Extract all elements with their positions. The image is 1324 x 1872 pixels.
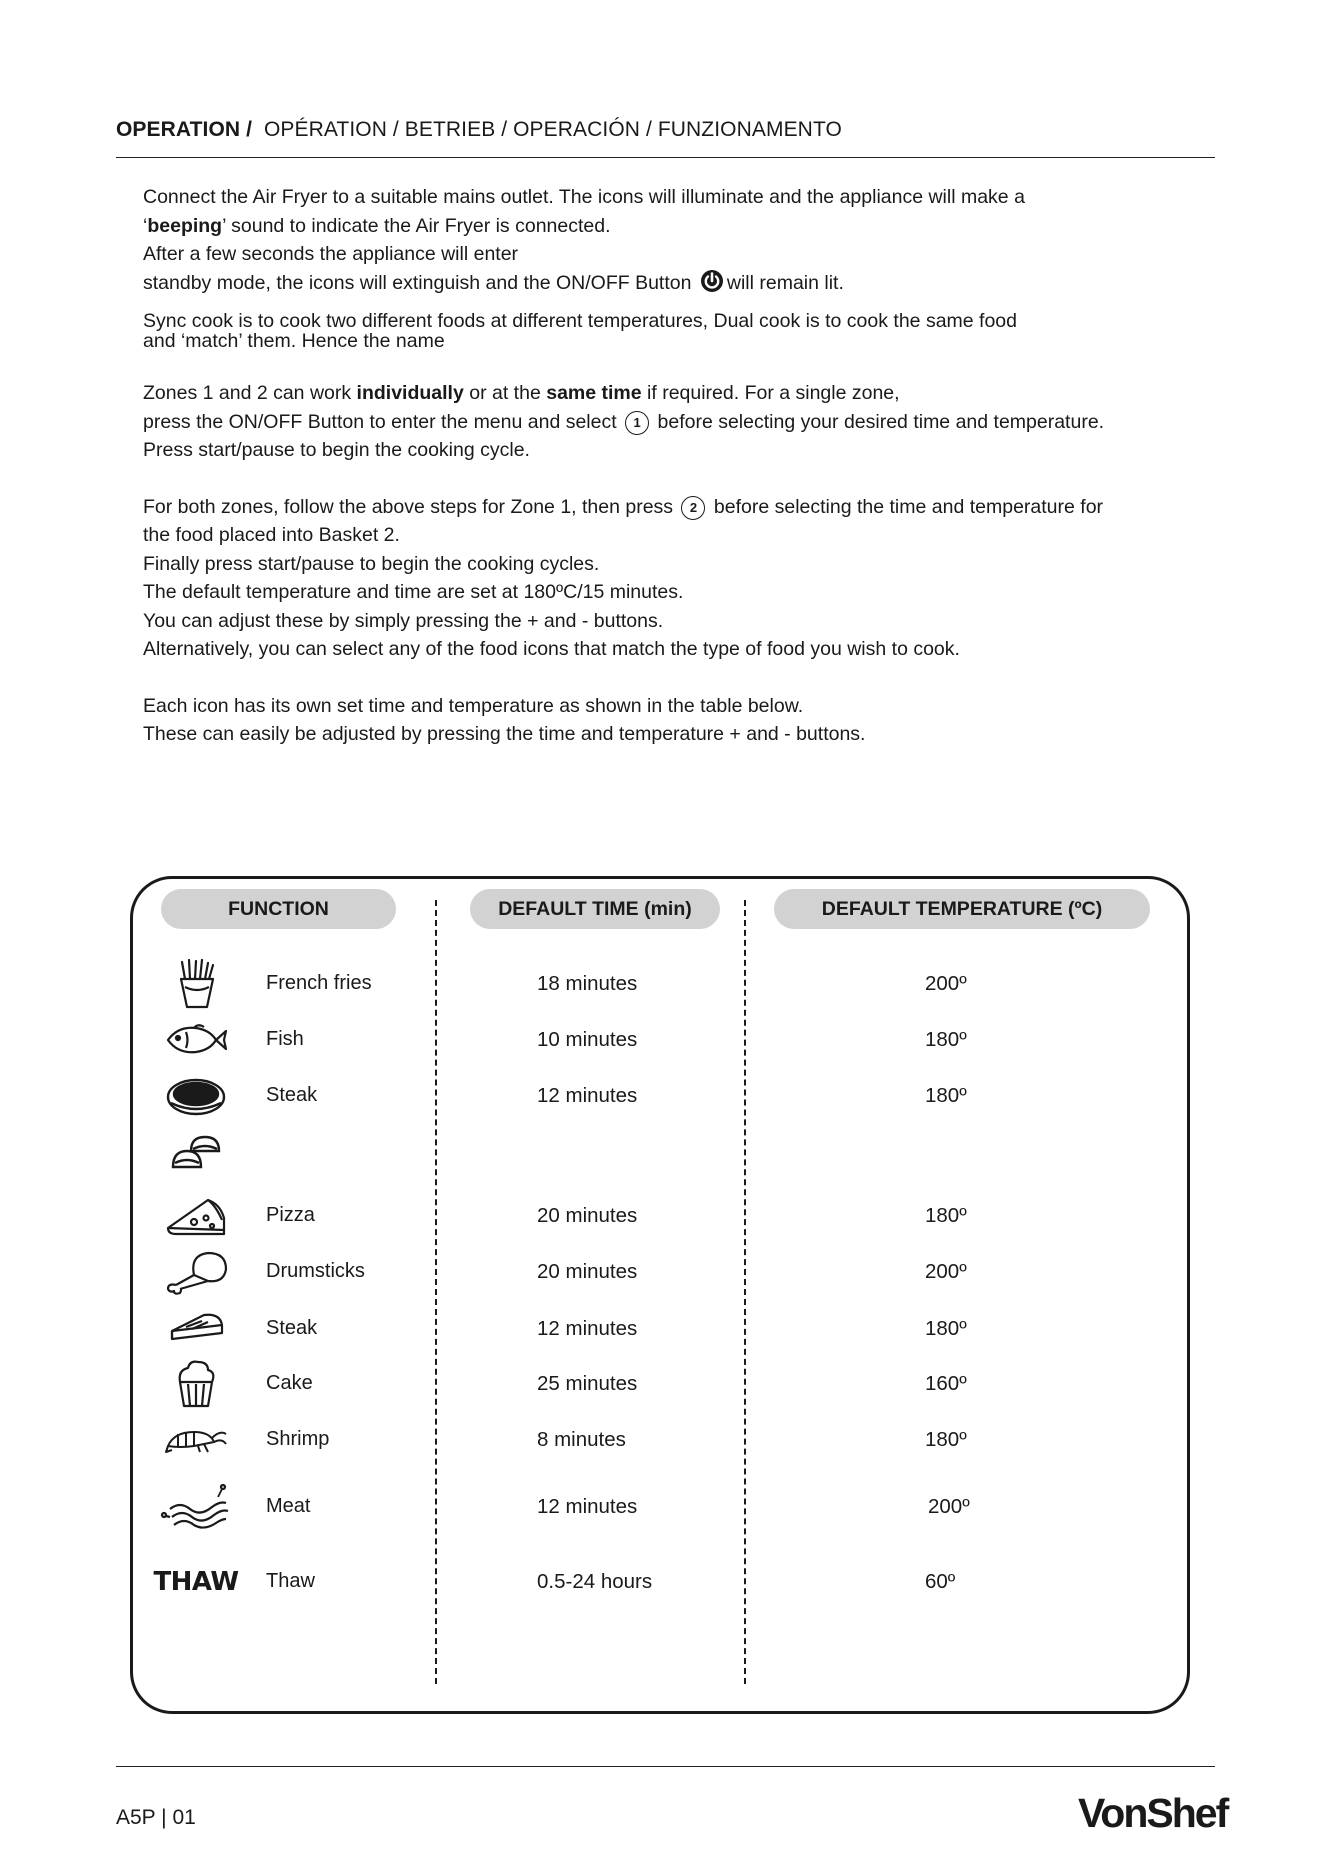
- function-name: Steak: [266, 1317, 318, 1339]
- function-name: Cake: [266, 1372, 313, 1394]
- default-temperature: 180º: [925, 1204, 967, 1227]
- intro-line: These can easily be adjusted by pressing the time and temperature + and - buttons.: [143, 723, 866, 745]
- intro-line: and ‘match’ them. Hence the name: [143, 330, 445, 352]
- default-time: 12 minutes: [537, 1084, 638, 1107]
- default-time: 12 minutes: [537, 1317, 638, 1340]
- intro-line: Each icon has its own set time and temperature as shown in the table below.: [143, 694, 804, 717]
- table-row: [0, 1558, 1324, 1606]
- function-name: Meat: [266, 1495, 311, 1517]
- intro-line: Connect the Air Fryer to a suitable mains outlet. The icons will illuminate and the appliance will make a: [143, 186, 1025, 208]
- intro-line: ‘beeping’ sound to indicate the Air Fryer is connected.: [143, 214, 611, 237]
- table-row: [0, 1416, 1324, 1464]
- intro-line: You can adjust these by simply pressing the + and - buttons.: [143, 609, 664, 632]
- intro-text: [143, 183, 1203, 749]
- drumstick-icon: [160, 1248, 232, 1296]
- header-function: FUNCTION: [161, 889, 396, 929]
- intro-line: Sync cook is to cook two different foods at different temperatures, Dual cook is to cook the same food: [143, 310, 1017, 332]
- intro-line: press the ON/OFF Button to enter the menu and select 1 before selecting your desired time and temperature.: [143, 410, 1105, 433]
- default-time: 8 minutes: [537, 1428, 626, 1451]
- pizza-icon: [160, 1192, 232, 1240]
- default-temperature: 180º: [925, 1428, 967, 1451]
- header-title-bold: OPERATION /: [116, 118, 253, 141]
- zone-2-icon: 2: [681, 496, 705, 520]
- intro-line: Finally press start/pause to begin the cooking cycles.: [143, 552, 600, 575]
- page-number: A5P | 01: [116, 1806, 196, 1829]
- default-time: 18 minutes: [537, 972, 638, 995]
- table-row: [0, 1016, 1324, 1064]
- intro-line: After a few seconds the appliance will enter: [143, 243, 519, 265]
- default-time: 25 minutes: [537, 1372, 638, 1395]
- header-title-rest: OPÉRATION / BETRIEB / OPERACIÓN / FUNZIONAMENTO: [263, 118, 842, 141]
- default-temperature: 160º: [925, 1372, 967, 1395]
- bacon-icon: [160, 1483, 232, 1531]
- default-time: 12 minutes: [537, 1495, 638, 1518]
- function-name: Pizza: [266, 1204, 315, 1226]
- default-time: 20 minutes: [537, 1204, 638, 1227]
- header-default-time: DEFAULT TIME (min): [470, 889, 720, 929]
- intro-line: Zones 1 and 2 can work individually or at the same time if required. For a single zone,: [143, 382, 900, 404]
- function-name: Shrimp: [266, 1428, 330, 1450]
- default-temperature: 180º: [925, 1317, 967, 1340]
- table-row: [0, 1483, 1324, 1531]
- shrimp-icon: [160, 1416, 232, 1464]
- intro-line: Alternatively, you can select any of the food icons that match the type of food you wish to cook.: [143, 638, 960, 660]
- thaw-icon: [153, 1558, 239, 1606]
- default-temperature: 180º: [925, 1084, 967, 1107]
- steak-slice-icon: [160, 1305, 232, 1353]
- header-default-temperature: DEFAULT TEMPERATURE (ºC): [774, 889, 1150, 929]
- table-row: [0, 1360, 1324, 1408]
- footer-divider: [116, 1766, 1215, 1767]
- function-name: Steak: [266, 1084, 318, 1106]
- function-name: French fries: [266, 972, 372, 994]
- intro-line: The default temperature and time are set at 180ºC/15 minutes.: [143, 581, 684, 603]
- default-temperature: 200º: [925, 972, 967, 995]
- default-temperature: 60º: [925, 1570, 956, 1593]
- cupcake-icon: [160, 1360, 232, 1408]
- header-divider: [116, 157, 1215, 158]
- table-row: [0, 1248, 1324, 1296]
- intro-line: standby mode, the icons will extinguish and the ON/OFF Button will remain lit.: [143, 269, 1203, 302]
- french-fries-icon: [160, 960, 232, 1008]
- function-name: Fish: [266, 1028, 304, 1050]
- table-row: [0, 1128, 1324, 1176]
- fish-icon: [160, 1016, 232, 1064]
- intro-line: Press start/pause to begin the cooking cycle.: [143, 439, 530, 461]
- table-row: [0, 1072, 1324, 1120]
- brand-logo: VonShef: [1078, 1790, 1228, 1836]
- thaw-icon-text: THAW: [153, 1567, 239, 1597]
- intro-line: the food placed into Basket 2.: [143, 524, 400, 546]
- buns-icon: [160, 1128, 232, 1176]
- intro-line: For both zones, follow the above steps for Zone 1, then press 2 before selecting the time and temperature for: [143, 495, 1104, 518]
- default-temperature: 200º: [928, 1495, 970, 1518]
- zone-1-icon: 1: [625, 411, 649, 435]
- table-row: [0, 1305, 1324, 1353]
- default-temperature: 200º: [925, 1260, 967, 1283]
- default-time: 20 minutes: [537, 1260, 638, 1283]
- default-temperature: 180º: [925, 1028, 967, 1051]
- function-name: Drumsticks: [266, 1260, 365, 1282]
- default-time: 10 minutes: [537, 1028, 638, 1051]
- steak-icon: [160, 1072, 232, 1120]
- function-name: Thaw: [266, 1570, 315, 1592]
- page-header: [116, 118, 1216, 142]
- table-row: [0, 1192, 1324, 1240]
- power-icon: [700, 269, 724, 302]
- table-row: [0, 960, 1324, 1008]
- default-time: 0.5-24 hours: [537, 1570, 653, 1593]
